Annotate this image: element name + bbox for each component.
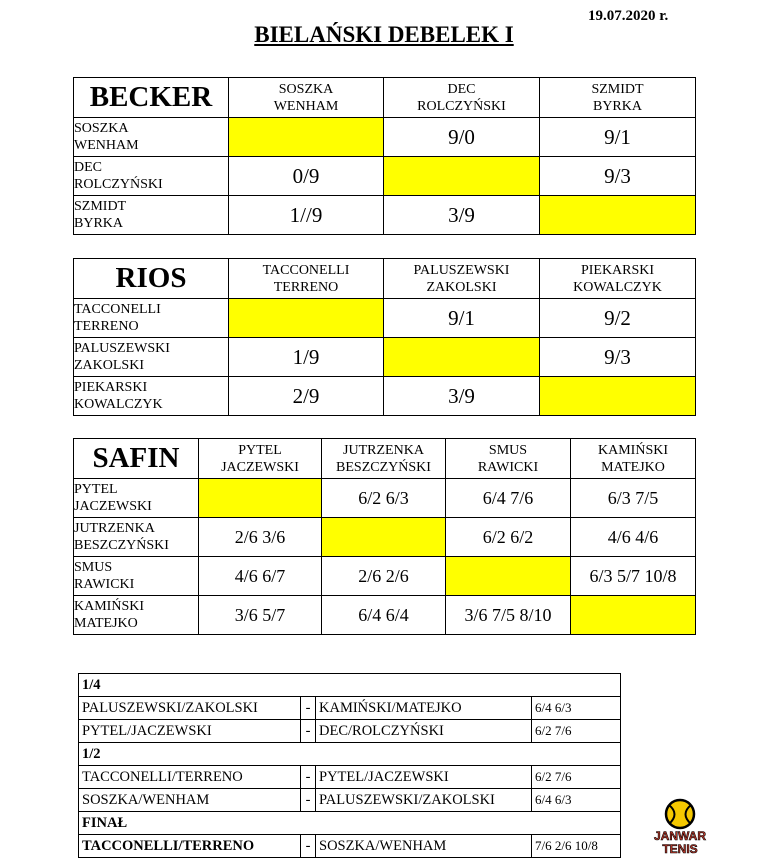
table-row xyxy=(79,835,621,858)
team-2: PALUSZEWSKI/ZAKOLSKI xyxy=(316,789,532,812)
score-cell: 0/9 xyxy=(229,157,384,196)
document-date: 19.07.2020 r. xyxy=(588,8,669,24)
round-label: 1/4 xyxy=(79,674,621,697)
score-cell: 6/2 6/2 xyxy=(446,518,571,557)
round-label: 1/2 xyxy=(79,743,621,766)
score-cell: 2/6 2/6 xyxy=(322,557,446,596)
separator: - xyxy=(301,835,316,858)
score-cell: 1/9 xyxy=(229,338,384,377)
match-result: 6/2 7/6 xyxy=(532,766,621,789)
self-match-cell xyxy=(229,299,384,338)
table-row xyxy=(79,697,621,720)
self-match-cell xyxy=(540,196,696,235)
column-header-team: SMUS RAWICKI xyxy=(446,439,571,479)
column-header-team: SZMIDT BYRKA xyxy=(540,78,696,118)
row-header-team: PIEKARSKI KOWALCZYK xyxy=(74,377,229,416)
team-2: DEC/ROLCZYŃSKI xyxy=(316,720,532,743)
row-header-team: DEC ROLCZYŃSKI xyxy=(74,157,229,196)
match-result: 7/6 2/6 10/8 xyxy=(532,835,621,858)
separator: - xyxy=(301,789,316,812)
group-name: RIOS xyxy=(74,259,229,299)
score-cell: 6/3 5/7 10/8 xyxy=(571,557,696,596)
score-cell: 9/3 xyxy=(540,157,696,196)
score-cell: 6/3 7/5 xyxy=(571,479,696,518)
table-row xyxy=(79,720,621,743)
separator: - xyxy=(301,720,316,743)
score-cell: 4/6 6/7 xyxy=(199,557,322,596)
score-cell: 4/6 4/6 xyxy=(571,518,696,557)
score-cell: 1//9 xyxy=(229,196,384,235)
column-header-team: DEC ROLCZYŃSKI xyxy=(384,78,540,118)
score-cell: 2/6 3/6 xyxy=(199,518,322,557)
column-header-team: PALUSZEWSKI ZAKOLSKI xyxy=(384,259,540,299)
self-match-cell xyxy=(384,338,540,377)
score-cell: 9/3 xyxy=(540,338,696,377)
row-header-team: JUTRZENKA BESZCZYŃSKI xyxy=(74,518,199,557)
score-cell: 6/4 6/4 xyxy=(322,596,446,635)
row-header-team: TACCONELLI TERRENO xyxy=(74,299,229,338)
group-table-becker xyxy=(73,77,696,235)
group-table-rios xyxy=(73,258,696,416)
self-match-cell xyxy=(199,479,322,518)
knockout-table xyxy=(78,673,621,858)
group-name: SAFIN xyxy=(74,439,199,479)
column-header-team: KAMIŃSKI MATEJKO xyxy=(571,439,696,479)
row-header-team: SMUS RAWICKI xyxy=(74,557,199,596)
self-match-cell xyxy=(229,118,384,157)
self-match-cell xyxy=(540,377,696,416)
document-title: BIELAŃSKI DEBELEK I xyxy=(254,22,514,47)
score-cell: 3/9 xyxy=(384,377,540,416)
self-match-cell xyxy=(571,596,696,635)
column-header-team: TACCONELLI TERRENO xyxy=(229,259,384,299)
row-header-team: PYTEL JACZEWSKI xyxy=(74,479,199,518)
tennis-ball-icon xyxy=(666,800,694,828)
self-match-cell xyxy=(446,557,571,596)
team-1: TACCONELLI/TERRENO xyxy=(79,766,301,789)
score-cell: 9/2 xyxy=(540,299,696,338)
score-cell: 9/1 xyxy=(384,299,540,338)
column-header-team: SOSZKA WENHAM xyxy=(229,78,384,118)
logo-text-line1: JANWAR xyxy=(653,829,707,843)
score-cell: 3/9 xyxy=(384,196,540,235)
self-match-cell xyxy=(384,157,540,196)
match-result: 6/4 6/3 xyxy=(532,789,621,812)
self-match-cell xyxy=(322,518,446,557)
table-row xyxy=(79,789,621,812)
score-cell: 9/0 xyxy=(384,118,540,157)
team-1: PALUSZEWSKI/ZAKOLSKI xyxy=(79,697,301,720)
team-2: PYTEL/JACZEWSKI xyxy=(316,766,532,789)
logo-text-line2: TENIS xyxy=(662,842,698,856)
match-result: 6/2 7/6 xyxy=(532,720,621,743)
score-cell: 6/4 7/6 xyxy=(446,479,571,518)
row-header-team: KAMIŃSKI MATEJKO xyxy=(74,596,199,635)
team-2: SOSZKA/WENHAM xyxy=(316,835,532,858)
column-header-team: PIEKARSKI KOWALCZYK xyxy=(540,259,696,299)
separator: - xyxy=(301,766,316,789)
score-cell: 6/2 6/3 xyxy=(322,479,446,518)
score-cell: 3/6 7/5 8/10 xyxy=(446,596,571,635)
table-row xyxy=(79,766,621,789)
team-1: PYTEL/JACZEWSKI xyxy=(79,720,301,743)
team-2: KAMIŃSKI/MATEJKO xyxy=(316,697,532,720)
row-header-team: SZMIDT BYRKA xyxy=(74,196,229,235)
group-table-safin xyxy=(73,438,696,635)
team-1-winner: TACCONELLI/TERRENO xyxy=(79,835,301,858)
row-header-team: PALUSZEWSKI ZAKOLSKI xyxy=(74,338,229,377)
score-cell: 3/6 5/7 xyxy=(199,596,322,635)
separator: - xyxy=(301,697,316,720)
score-cell: 2/9 xyxy=(229,377,384,416)
team-1: SOSZKA/WENHAM xyxy=(79,789,301,812)
column-header-team: JUTRZENKA BESZCZYŃSKI xyxy=(322,439,446,479)
column-header-team: PYTEL JACZEWSKI xyxy=(199,439,322,479)
match-result: 6/4 6/3 xyxy=(532,697,621,720)
janwar-tenis-logo xyxy=(650,797,710,857)
group-name: BECKER xyxy=(74,78,229,118)
score-cell: 9/1 xyxy=(540,118,696,157)
row-header-team: SOSZKA WENHAM xyxy=(74,118,229,157)
round-label: FINAŁ xyxy=(79,812,621,835)
